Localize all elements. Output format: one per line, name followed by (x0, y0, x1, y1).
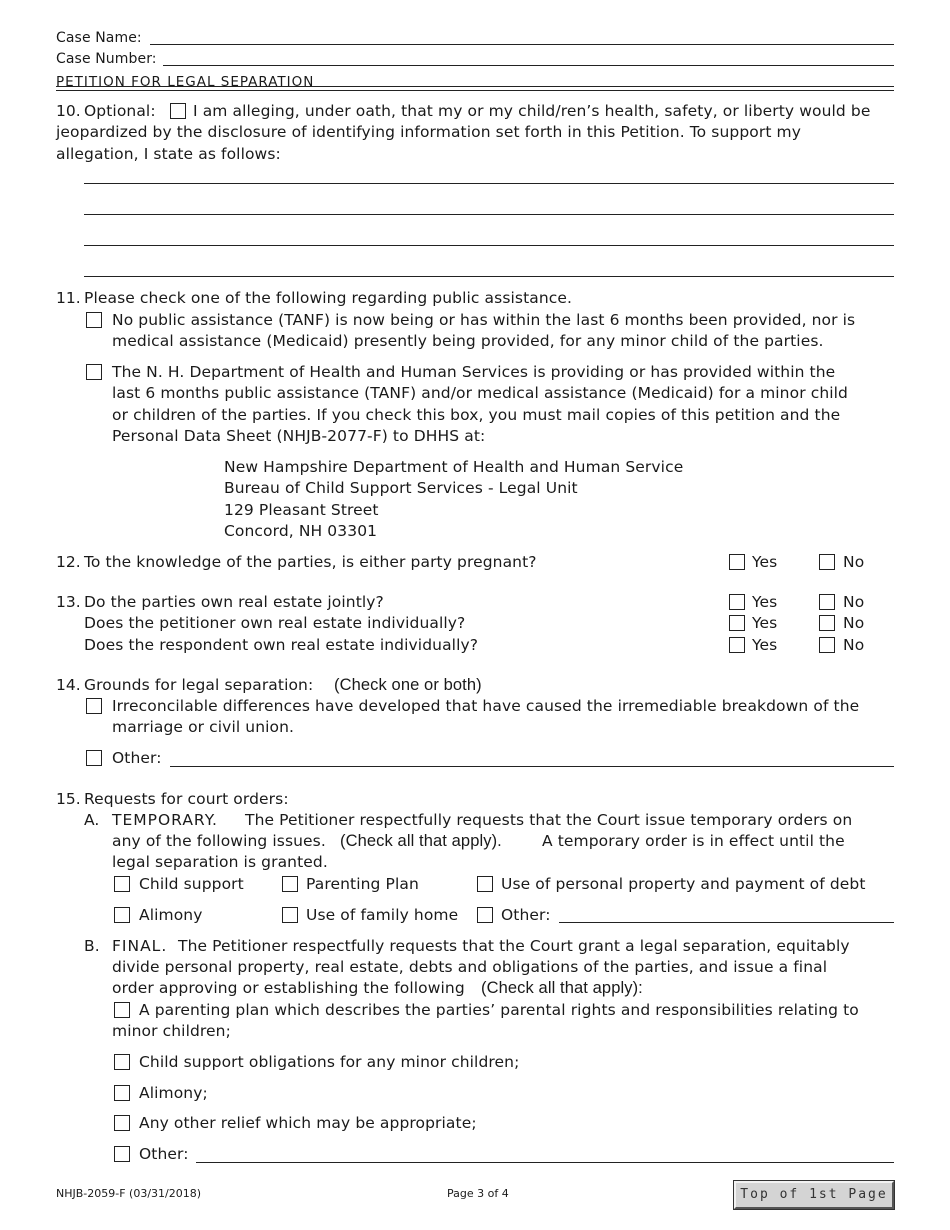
item-11-opt2-line2: last 6 months public assistance (TANF) and/or medical assistance (Medicaid) for a minor child (112, 384, 848, 402)
item-14-other-checkbox[interactable] (86, 750, 102, 766)
item-11-opt1-line2: medical assistance (Medicaid) presently being provided, for any minor child of the parties. (112, 332, 824, 350)
temp-property-checkbox[interactable] (477, 876, 493, 892)
temp-other-label: Other: (501, 906, 551, 924)
item-10-label: Optional: (84, 102, 156, 120)
item-14-number: 14. (56, 676, 81, 694)
case-name-field[interactable] (150, 44, 894, 45)
item-10-answer-line-3[interactable] (84, 245, 894, 246)
header-rule-top (56, 86, 894, 87)
item-12-no-checkbox[interactable] (819, 554, 835, 570)
item-15b-line1: The Petitioner respectfully requests that the Court grant a legal separation, equitably (178, 937, 850, 955)
item-13-q1: Do the parties own real estate jointly? (84, 593, 384, 611)
item-12-number: 12. (56, 553, 81, 571)
temp-child-support-checkbox[interactable] (114, 876, 130, 892)
item-15b-letter: B. (84, 937, 100, 955)
temp-alimony-checkbox[interactable] (114, 907, 130, 923)
final-parenting-plan-checkbox[interactable] (114, 1002, 130, 1018)
item-13-q1-no-checkbox[interactable] (819, 594, 835, 610)
temp-parenting-plan-checkbox[interactable] (282, 876, 298, 892)
item-13-q3-no-checkbox[interactable] (819, 637, 835, 653)
final-child-support-label: Child support obligations for any minor children; (139, 1053, 520, 1071)
item-11-opt1-line1: No public assistance (TANF) is now being or has within the last 6 months been provided, nor is (112, 311, 856, 329)
dhhs-address-line2: Bureau of Child Support Services - Legal Unit (224, 479, 578, 497)
temp-family-home-checkbox[interactable] (282, 907, 298, 923)
case-name-label: Case Name: (56, 30, 142, 46)
item-14-opt1-line1: Irreconcilable differences have developed that have caused the irremediable breakdown of the (112, 697, 860, 715)
item-10-number: 10. (56, 102, 81, 120)
item-10-answer-line-2[interactable] (84, 214, 894, 215)
item-13-q1-yes-label: Yes (752, 593, 778, 611)
item-15b-title: FINAL. (112, 937, 168, 955)
item-11-no-assistance-checkbox[interactable] (86, 312, 102, 328)
dhhs-address-line1: New Hampshire Department of Health and Human Service (224, 458, 684, 476)
item-15a-line3: legal separation is granted. (112, 853, 328, 871)
item-14-other-label: Other: (112, 749, 162, 767)
final-other-checkbox[interactable] (114, 1146, 130, 1162)
item-11-opt2-line3: or children of the parties. If you check this box, you must mail copies of this petition and the (112, 406, 841, 424)
final-alimony-label: Alimony; (139, 1084, 208, 1102)
dhhs-address-line4: Concord, NH 03301 (224, 522, 378, 540)
final-parenting-line2: minor children; (112, 1022, 231, 1040)
item-13-q2-no-label: No (843, 614, 865, 632)
temp-alimony-label: Alimony (139, 906, 203, 924)
item-11-opt2-line4: Personal Data Sheet (NHJB-2077-F) to DHHS at: (112, 427, 486, 445)
footer-page-number: Page 3 of 4 (447, 1187, 509, 1200)
item-12-yes-checkbox[interactable] (729, 554, 745, 570)
item-10-line2: jeopardized by the disclosure of identifying information set forth in this Petition. To support my (56, 123, 802, 141)
final-parenting-line1: A parenting plan which describes the parties’ parental rights and responsibilities relating to (139, 1001, 859, 1019)
item-14-other-field[interactable] (170, 766, 894, 767)
item-13-q2-no-checkbox[interactable] (819, 615, 835, 631)
item-11-dhhs-checkbox[interactable] (86, 364, 102, 380)
temp-parenting-plan-label: Parenting Plan (306, 875, 419, 893)
header-rule-bottom (56, 90, 894, 91)
item-12-no-label: No (843, 553, 865, 571)
form-title: PETITION FOR LEGAL SEPARATION (56, 74, 315, 90)
item-10-checkbox[interactable] (170, 103, 186, 119)
item-15b-line3-pre: order approving or establishing the following (112, 979, 465, 997)
temp-child-support-label: Child support (139, 875, 244, 893)
item-10-line3: allegation, I state as follows: (56, 145, 281, 163)
item-11-number: 11. (56, 289, 81, 307)
top-of-first-page-button[interactable]: Top of 1st Page (734, 1181, 894, 1209)
item-13-q2-yes-label: Yes (752, 614, 778, 632)
case-number-field[interactable] (163, 65, 894, 66)
final-other-label: Other: (139, 1145, 189, 1163)
temp-other-checkbox[interactable] (477, 907, 493, 923)
footer-form-id: NHJB-2059-F (03/31/2018) (56, 1187, 202, 1200)
item-13-q2-yes-checkbox[interactable] (729, 615, 745, 631)
final-other-relief-label: Any other relief which may be appropriate; (139, 1114, 477, 1132)
item-15-number: 15. (56, 790, 81, 808)
item-10-answer-line-4[interactable] (84, 276, 894, 277)
item-15-prompt: Requests for court orders: (84, 790, 289, 808)
item-11-opt2-line1: The N. H. Department of Health and Human Services is providing or has provided within the (112, 363, 836, 381)
final-other-field[interactable] (196, 1162, 894, 1163)
final-child-support-checkbox[interactable] (114, 1054, 130, 1070)
item-15a-line2-post: A temporary order is in effect until the (542, 832, 845, 850)
temp-property-label: Use of personal property and payment of debt (501, 875, 866, 893)
item-15b-hint: (Check all that apply): (481, 979, 643, 997)
item-14-prompt: Grounds for legal separation: (84, 676, 314, 694)
dhhs-address-line3: 129 Pleasant Street (224, 501, 379, 519)
item-13-q3-no-label: No (843, 636, 865, 654)
item-12-question: To the knowledge of the parties, is either party pregnant? (84, 553, 537, 571)
item-14-opt1-line2: marriage or civil union. (112, 718, 295, 736)
item-15a-line1: The Petitioner respectfully requests that the Court issue temporary orders on (245, 811, 853, 829)
item-15a-letter: A. (84, 811, 100, 829)
item-10-answer-line-1[interactable] (84, 183, 894, 184)
item-10-line1: I am alleging, under oath, that my or my child/ren’s health, safety, or liberty would be (193, 102, 871, 120)
item-13-q3-yes-checkbox[interactable] (729, 637, 745, 653)
item-11-prompt: Please check one of the following regarding public assistance. (84, 289, 573, 307)
item-13-number: 13. (56, 593, 81, 611)
item-15b-line2: divide personal property, real estate, debts and obligations of the parties, and issue a final (112, 958, 828, 976)
item-13-q3-yes-label: Yes (752, 636, 778, 654)
item-13-q1-no-label: No (843, 593, 865, 611)
item-14-hint: (Check one or both) (334, 676, 482, 694)
item-13-q1-yes-checkbox[interactable] (729, 594, 745, 610)
final-other-relief-checkbox[interactable] (114, 1115, 130, 1131)
final-alimony-checkbox[interactable] (114, 1085, 130, 1101)
temp-family-home-label: Use of family home (306, 906, 459, 924)
item-13-q2: Does the petitioner own real estate individually? (84, 614, 466, 632)
item-15a-hint: (Check all that apply). (340, 832, 502, 850)
item-15a-title: TEMPORARY. (112, 811, 218, 829)
case-number-label: Case Number: (56, 51, 157, 67)
item-15a-line2-pre: any of the following issues. (112, 832, 326, 850)
item-13-q3: Does the respondent own real estate individually? (84, 636, 479, 654)
item-12-yes-label: Yes (752, 553, 778, 571)
temp-other-field[interactable] (559, 922, 894, 923)
item-14-irreconcilable-checkbox[interactable] (86, 698, 102, 714)
